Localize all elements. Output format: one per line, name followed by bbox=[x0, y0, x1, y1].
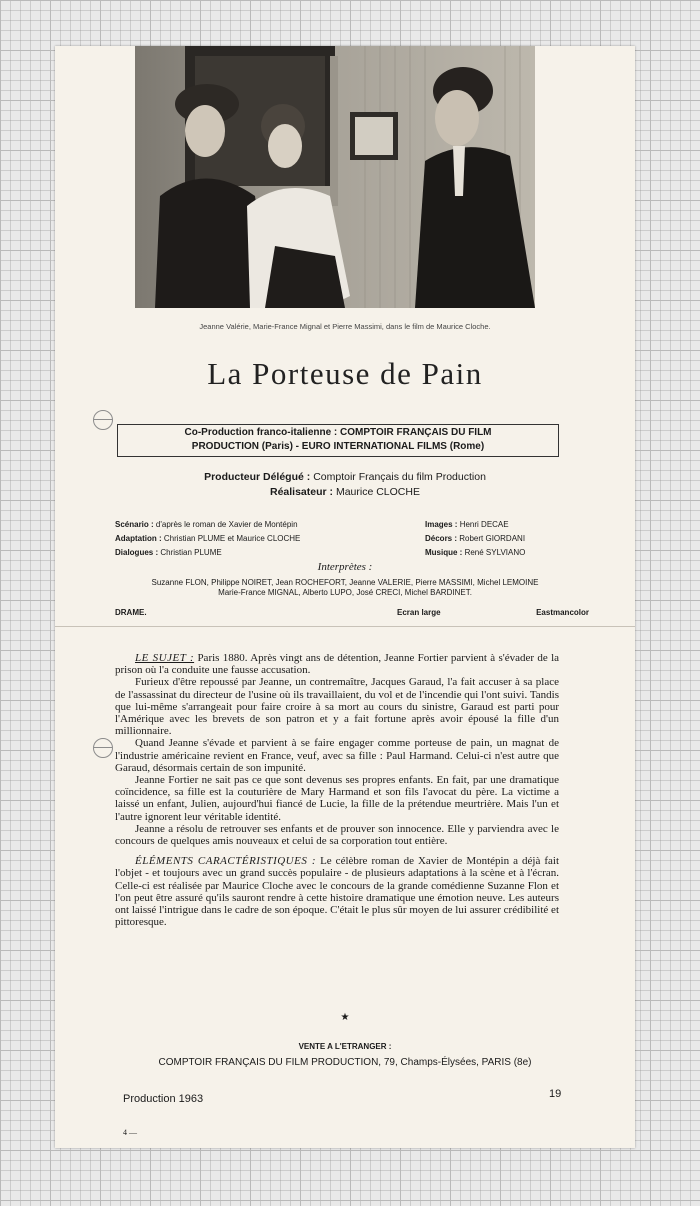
main-credits bbox=[55, 470, 635, 500]
director-label: Réalisateur : bbox=[270, 486, 334, 498]
cast-line-1: Suzanne FLON, Philippe NOIRET, Jean ROCHEFORT, Jeanne VALERIE, Pierre MASSIMI, Michel LEMOINE bbox=[151, 578, 539, 587]
sujet-paragraph-3: Quand Jeanne s'évade et parvient à se faire engager comme porteuse de pain, un magnat de l'industrie américaine revient en France, veuf, avec sa fille : Paul Harmand. Celui-ci n'est autre que Garaud, désormais certain de son impunité. bbox=[115, 737, 559, 774]
genre-label: DRAME. bbox=[115, 608, 147, 617]
credit-label: Dialogues : bbox=[115, 548, 159, 557]
press-sheet bbox=[55, 46, 635, 1148]
credit-label: Décors : bbox=[425, 534, 458, 543]
credit-value: Christian PLUME bbox=[160, 548, 222, 557]
synopsis-text bbox=[115, 652, 559, 928]
production-year: Production 1963 bbox=[123, 1093, 204, 1105]
director-credit bbox=[55, 485, 635, 500]
sujet-paragraph-5: Jeanne a résolu de retrouver ses enfants et de prouver son innocence. Elle y parviendra avec le concours de quelques amis nouveaux et celui de sa corporation tout entière. bbox=[115, 822, 559, 848]
elements-text: Le célèbre roman de Xavier de Montépin a déjà fait l'objet - et toujours avec un grand succès populaire - de plusieurs adaptations à la scène et à l'écran. Celle-ci est réalisée par Maurice Cloche avec le concours de la grande comédienne Suzanne Flon et l'on peut être assuré qu'ils sauront rendre à cette histoire dramatique une émotion neuve. Les auteurs ont laissé l'intrigue dans le cadre de son époque. C'était le plus sûr moyen de lui assurer crédibilité et pittoresque. bbox=[115, 855, 560, 929]
foreign-sale-heading: VENTE A L'ETRANGER : bbox=[298, 1042, 392, 1051]
producer-value: Comptoir Français du film Production bbox=[313, 471, 486, 483]
sujet-text: Paris 1880. Après vingt ans de détention, Jeanne Fortier parvient à s'évader de la prison où l'a conduite une fausse accusation. bbox=[115, 652, 560, 677]
credit-label: Musique : bbox=[425, 548, 463, 557]
sujet-paragraph-2: Furieux d'être repoussé par Jeanne, un contremaître, Jacques Garaud, l'a fait accuser à sa place de l'assassinat du directeur de l'usine où ils travaillaient, du vol et de l'incendie qui l'ont suivi. Tandis que lui-même s'arrangeait pour faire croire à sa mort au cours du sinistre, Garaud est parti pour l'Amérique avec les brevets de son patron et y a fait fortune après avoir épousé la fille d'un millionnaire. bbox=[115, 676, 559, 738]
credit-decors bbox=[425, 532, 525, 546]
credit-value: Christian PLUME et Maurice CLOCHE bbox=[163, 534, 301, 543]
producer-credit bbox=[55, 470, 635, 485]
format-label: Ecran large bbox=[397, 608, 441, 617]
film-title: La Porteuse de Pain bbox=[207, 356, 483, 391]
credit-label: Scénario : bbox=[115, 520, 154, 529]
sujet-paragraph-4: Jeanne Fortier ne sait pas ce que sont devenus ses propres enfants. En fait, par une dramatique coïncidence, sa fille est la couturière de Mary Harmand et son fils l'avocat du père. La victime a laissé un enfant, Julien, aujourd'hui fiancé de Lucie, la fille de la prétendue meurtrière. Mais l'un et l'autre ignorent leur véritable identité. bbox=[115, 774, 559, 823]
cast-list bbox=[55, 578, 635, 598]
credit-scenario bbox=[115, 518, 300, 532]
folio-mark: 4 — bbox=[123, 1128, 137, 1137]
punch-mark-top bbox=[93, 410, 113, 430]
credit-value: René SYLVIANO bbox=[464, 548, 526, 557]
credit-dialogues bbox=[115, 546, 300, 560]
elements-paragraph bbox=[115, 855, 559, 928]
credit-images bbox=[425, 518, 525, 532]
credit-value: Henri DECAE bbox=[459, 520, 509, 529]
coproduction-line-2: PRODUCTION (Paris) - EURO INTERNATIONAL FILMS (Rome) bbox=[191, 441, 485, 452]
coproduction-line-1: Co-Production franco-italienne : COMPTOIR FRANÇAIS DU FILM bbox=[184, 427, 492, 438]
credit-musique bbox=[425, 546, 525, 560]
star-divider: ★ bbox=[340, 1012, 350, 1023]
punch-mark-bottom bbox=[93, 738, 113, 758]
foreign-sale-address: COMPTOIR FRANÇAIS DU FILM PRODUCTION, 79, Champs-Élysées, PARIS (8e) bbox=[158, 1057, 532, 1068]
page-number: 19 bbox=[549, 1088, 562, 1100]
sujet-paragraph-1 bbox=[115, 652, 559, 676]
film-still-photo bbox=[135, 46, 535, 308]
credit-label: Images : bbox=[425, 520, 458, 529]
credit-label: Adaptation : bbox=[115, 534, 162, 543]
cast-line-2: Marie-France MIGNAL, Alberto LUPO, José CRECI, Michel BARDINET. bbox=[218, 588, 472, 597]
color-process-label: Eastmancolor bbox=[536, 608, 589, 617]
credit-adaptation bbox=[115, 532, 300, 546]
producer-label: Producteur Délégué : bbox=[204, 471, 311, 483]
interpretes-heading: Interprètes : bbox=[317, 561, 373, 573]
photo-caption: Jeanne Valérie, Marie-France Mignal et Pierre Massimi, dans le film de Maurice Cloche. bbox=[199, 322, 491, 331]
fold-line bbox=[55, 626, 635, 627]
film-still-illustration bbox=[135, 46, 535, 308]
credit-value: Robert GIORDANI bbox=[459, 534, 526, 543]
credits-left-column bbox=[115, 518, 300, 560]
credit-value: d'après le roman de Xavier de Montépin bbox=[155, 520, 298, 529]
elements-heading: ÉLÉMENTS CARACTÉRISTIQUES : bbox=[135, 855, 317, 868]
coproduction-box bbox=[117, 424, 559, 457]
sujet-heading: LE SUJET : bbox=[135, 652, 195, 664]
credits-right-column bbox=[425, 518, 525, 560]
director-value: Maurice CLOCHE bbox=[335, 486, 420, 498]
